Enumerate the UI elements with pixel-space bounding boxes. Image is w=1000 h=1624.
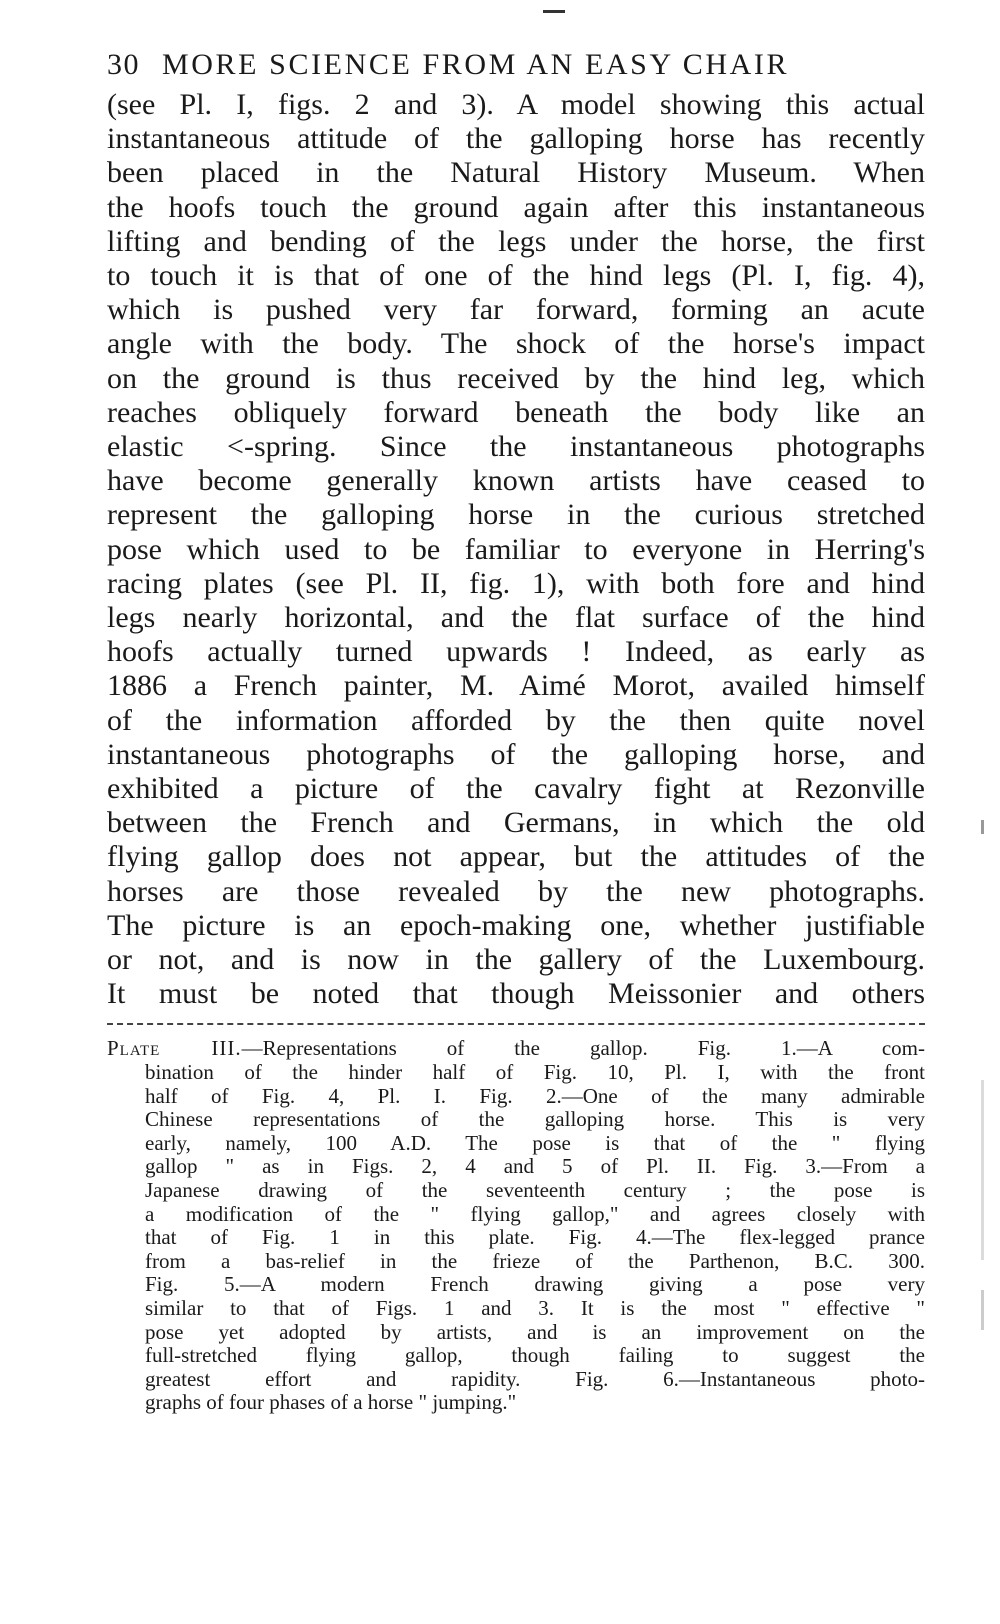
caption-line: half of Fig. 4, Pl. I. Fig. 2.—One of the many admirable <box>145 1083 925 1108</box>
body-text <box>107 88 925 1011</box>
body-line: been placed in the Natural History Museum. When <box>107 156 925 190</box>
body-line: the hoofs touch the ground again after this instantaneous <box>107 190 925 224</box>
body-line: or not, and is now in the gallery of the Luxembourg. <box>107 943 925 977</box>
body-line: pose which used to be familiar to everyone in Herring's <box>107 532 925 566</box>
caption-line: bination of the hinder half of Fig. 10, Pl. I, with the front <box>145 1060 925 1085</box>
body-line: It must be noted that though Meissonier and others <box>107 977 925 1011</box>
body-line: have become generally known artists have ceased to <box>107 464 925 498</box>
margin-speckle <box>981 1290 984 1330</box>
caption-line: graphs of four phases of a horse " jumping." <box>145 1390 517 1415</box>
body-line: represent the galloping horse in the curious stretched <box>107 498 925 532</box>
caption-line: a modification of the " flying gallop," and agrees closely with <box>145 1201 925 1226</box>
book-page <box>107 40 925 1415</box>
page-number: 30 <box>107 48 140 81</box>
caption-line: Chinese representations of the galloping horse. This is very <box>145 1107 925 1132</box>
caption-first-line <box>107 1037 925 1061</box>
body-line: (see Pl. I, figs. 2 and 3). A model showing this actual <box>107 88 925 121</box>
running-header <box>107 48 925 82</box>
margin-speckle <box>981 820 984 834</box>
caption-line: Japanese drawing of the seventeenth century ; the pose is <box>145 1178 925 1203</box>
print-mark <box>543 10 565 13</box>
running-title: MORE SCIENCE FROM AN EASY CHAIR <box>162 48 790 81</box>
body-line: instantaneous attitude of the galloping horse has recently <box>107 122 925 156</box>
body-line: exhibited a picture of the cavalry fight at Rezonville <box>107 772 925 806</box>
body-line: instantaneous photographs of the galloping horse, and <box>107 737 925 771</box>
body-line: hoofs actually turned upwards ! Indeed, as early as <box>107 635 925 669</box>
caption-line: pose yet adopted by artists, and is an improvement on the <box>145 1319 925 1344</box>
body-line: reaches obliquely forward beneath the body like an <box>107 395 925 429</box>
body-line: 1886 a French painter, M. Aimé Morot, availed himself <box>107 669 925 703</box>
caption-line: full-stretched flying gallop, though failing to suggest the <box>145 1343 925 1368</box>
caption-label: Plate III. <box>107 1036 242 1061</box>
caption-line: Fig. 5.—A modern French drawing giving a pose very <box>145 1272 925 1297</box>
caption-line: early, namely, 100 A.D. The pose is that of the " flying <box>145 1130 925 1155</box>
body-line: angle with the body. The shock of the horse's impact <box>107 327 925 361</box>
body-line: elastic <-spring. Since the instantaneous photographs <box>107 430 925 464</box>
caption-line: from a bas-relief in the frieze of the Parthenon, B.C. 300. <box>145 1248 925 1273</box>
caption-line: gallop " as in Figs. 2, 4 and 5 of Pl. II. Fig. 3.—From a <box>145 1154 925 1179</box>
body-line: racing plates (see Pl. II, fig. 1), with both fore and hind <box>107 566 925 600</box>
plate-caption <box>107 1037 925 1415</box>
body-line: to touch it is that of one of the hind legs (Pl. I, fig. 4), <box>107 259 925 293</box>
caption-first-line-text: —Representations of the gallop. Fig. 1.—A com- <box>241 1036 925 1061</box>
caption-line: that of Fig. 1 in this plate. Fig. 4.—The flex-legged prance <box>145 1225 925 1250</box>
body-line: lifting and bending of the legs under the horse, the first <box>107 224 925 258</box>
section-divider <box>107 1023 925 1025</box>
body-line: flying gallop does not appear, but the attitudes of the <box>107 840 925 874</box>
body-line: legs nearly horizontal, and the flat surface of the hind <box>107 601 925 635</box>
body-line: of the information afforded by the then quite novel <box>107 703 925 737</box>
body-line: between the French and Germans, in which the old <box>107 806 925 840</box>
caption-line: greatest effort and rapidity. Fig. 6.—Instantaneous photo- <box>145 1366 925 1391</box>
body-line: horses are those revealed by the new photographs. <box>107 874 925 908</box>
body-line: The picture is an epoch-making one, whether justifiable <box>107 908 925 942</box>
body-line: which is pushed very far forward, forming an acute <box>107 293 925 327</box>
margin-speckle <box>981 1080 984 1260</box>
caption-line: similar to that of Figs. 1 and 3. It is the most " effective " <box>145 1296 925 1321</box>
body-line: on the ground is thus received by the hind leg, which <box>107 361 925 395</box>
